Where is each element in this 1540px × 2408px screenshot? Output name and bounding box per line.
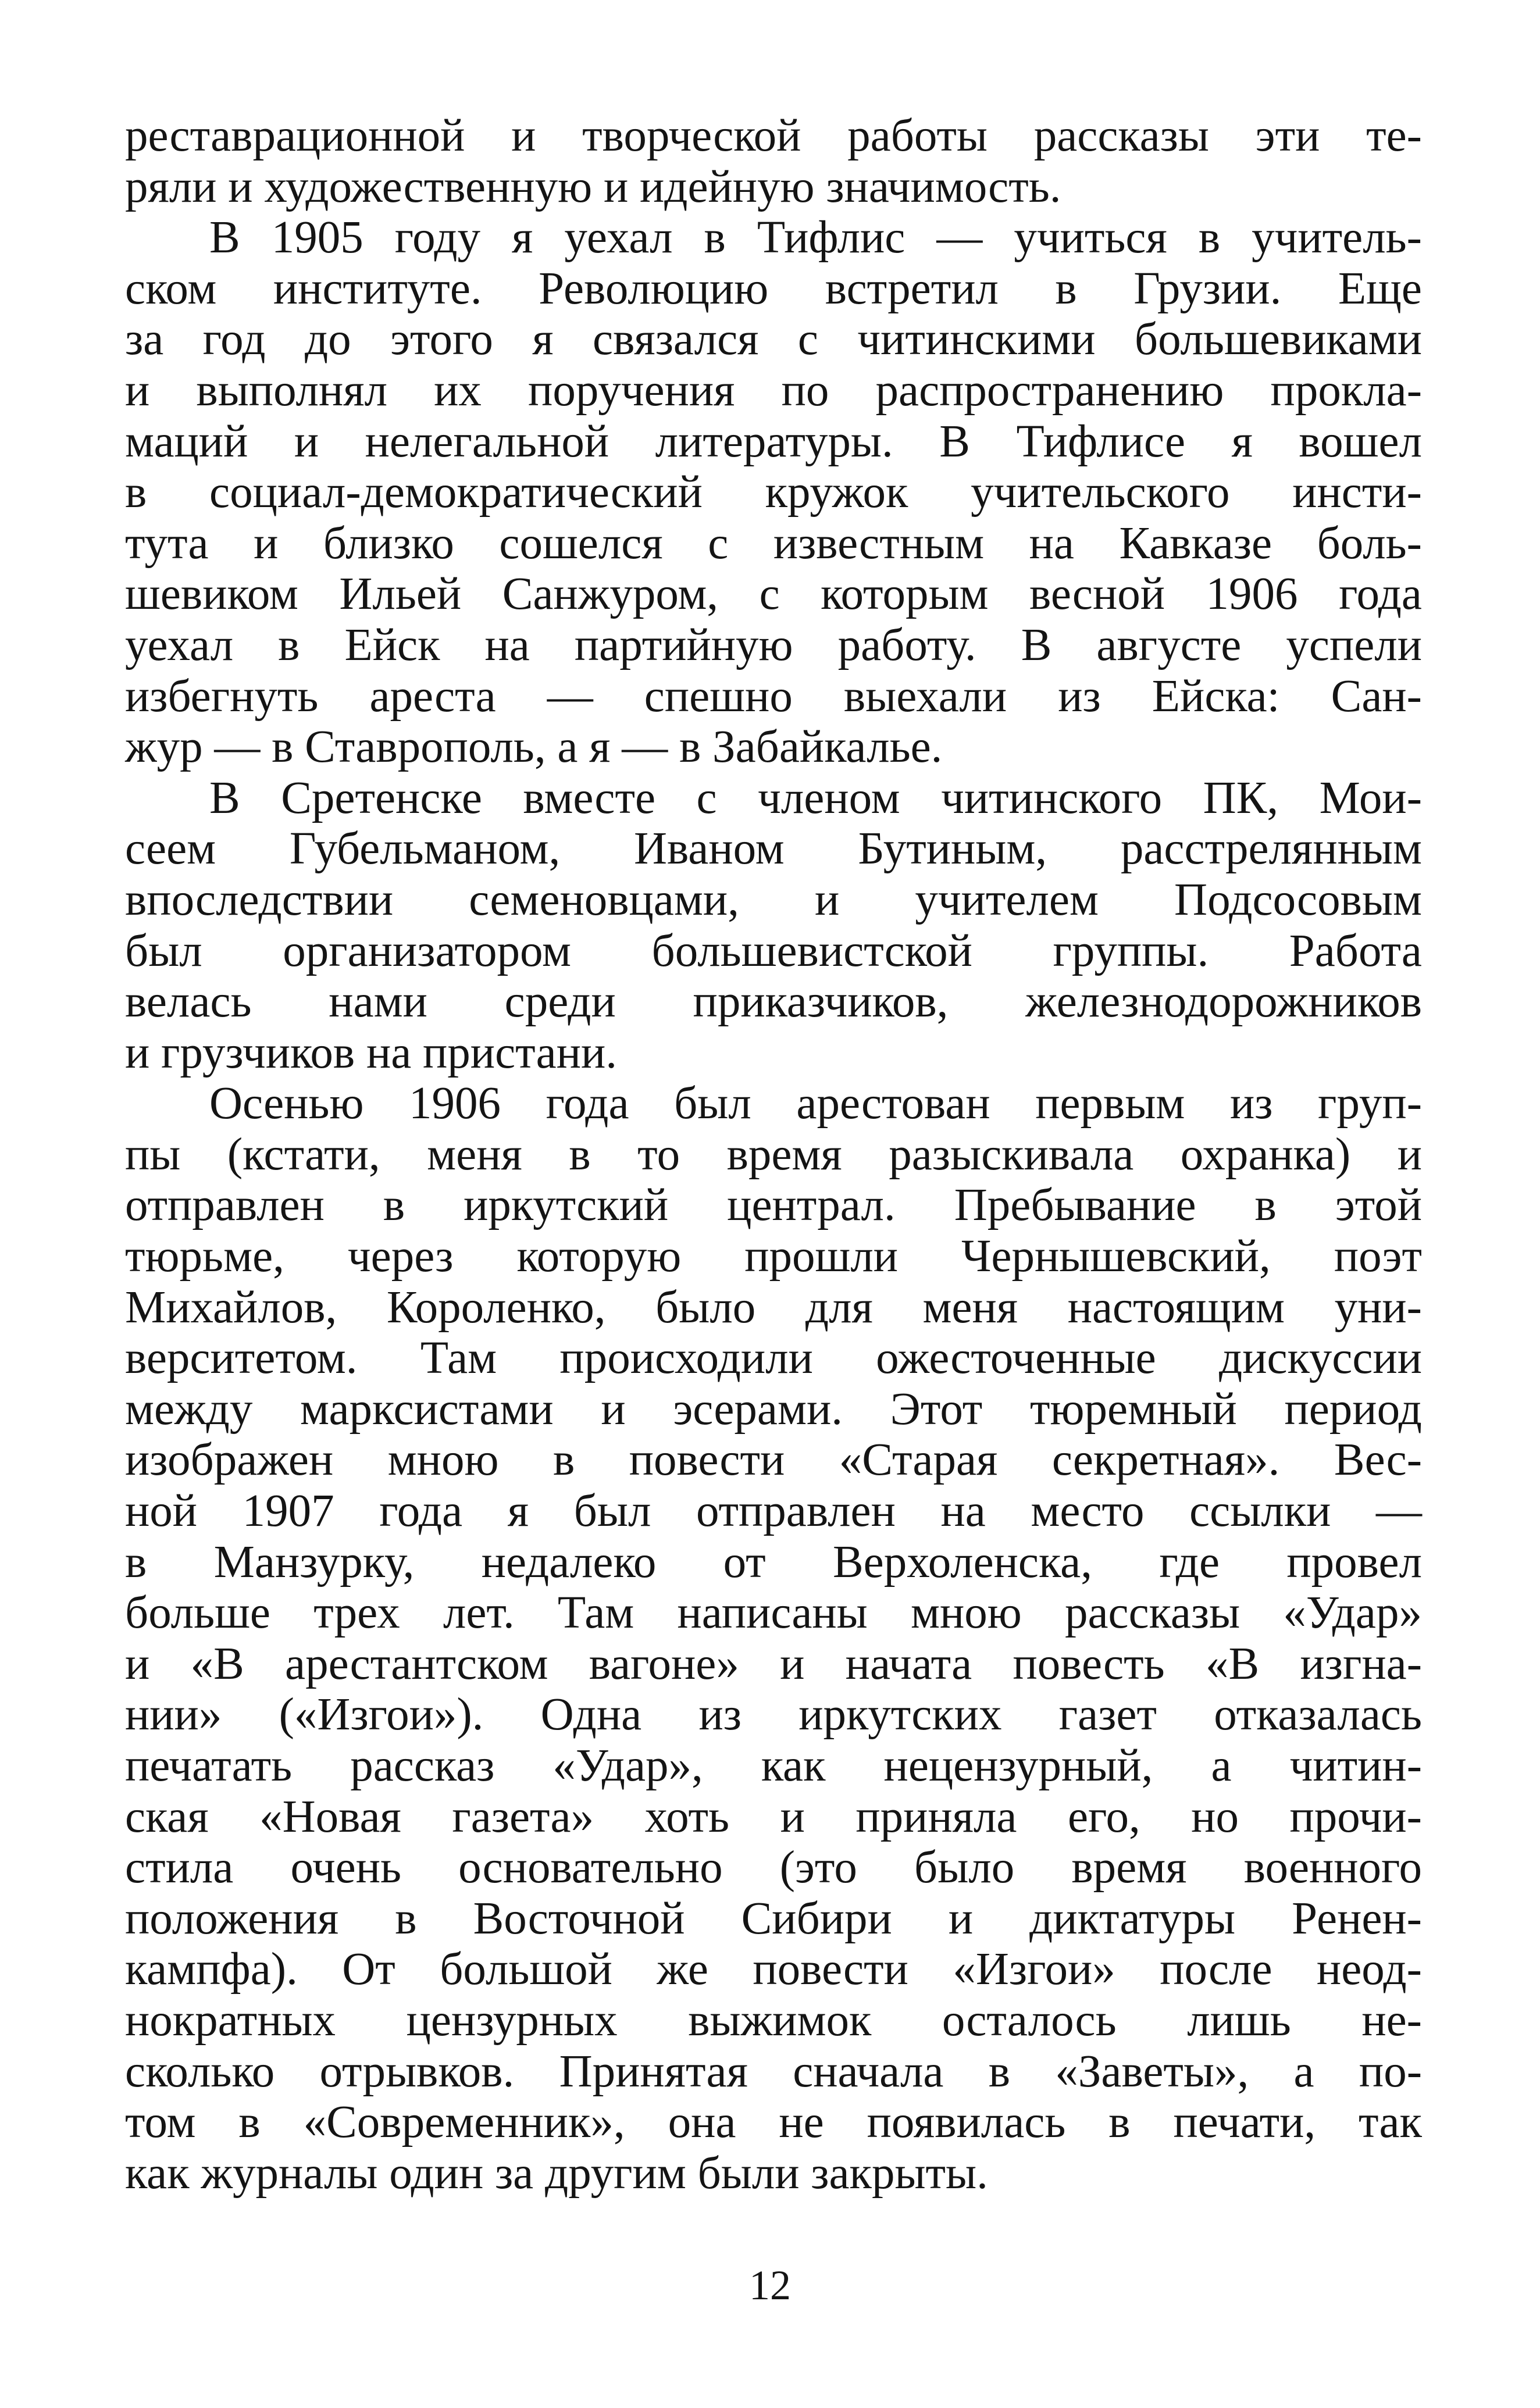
text-line: в социал-демократический кружок учительского инсти- [125, 467, 1422, 518]
text-line: и грузчиков на пристани. [125, 1027, 618, 1078]
text-line: между марксистами и эсерами. Этот тюремный период [125, 1383, 1422, 1435]
paragraph [125, 110, 1422, 212]
text-line: изображен мною в повести «Старая секретная». Вес- [125, 1435, 1422, 1486]
text-line: уехал в Ейск на партийную работу. В августе успели [125, 619, 1422, 670]
text-line: больше трех лет. Там написаны мною рассказы «Удар» [125, 1588, 1422, 1639]
text-line: реставрационной и творческой работы рассказы эти те- [125, 110, 1422, 161]
text-line: впоследствии семеновцами, и учителем Подсосовым [125, 874, 1422, 925]
paragraph [125, 212, 1422, 773]
text-line: и «В арестантском вагоне» и начата повесть «В изгна- [125, 1638, 1422, 1689]
text-line: положения в Восточной Сибири и диктатуры Ренен- [125, 1893, 1422, 1944]
text-line: жур — в Ставрополь, а я — в Забайкалье. [125, 722, 943, 773]
text-line: за год до этого я связался с читинскими большевиками [125, 314, 1422, 365]
text-line: В Сретенске вместе с членом читинского ПК, Мои- [209, 772, 1422, 823]
text-line: нии» («Изгои»). Одна из иркутских газет отказалась [125, 1689, 1422, 1740]
text-line: шевиком Ильей Санжуром, с которым весной 1906 года [125, 569, 1422, 620]
paragraph [125, 1078, 1422, 2199]
text-line: маций и нелегальной литературы. В Тифлисе я вошел [125, 416, 1422, 467]
text-line: нократных цензурных выжимок осталось лишь не- [125, 1995, 1422, 2046]
text-line: в Манзурку, недалеко от Верхоленска, где провел [125, 1536, 1422, 1588]
text-line: и выполнял их поручения по распространению прокла- [125, 365, 1422, 416]
text-line: пы (кстати, меня в то время разыскивала охранка) и [125, 1129, 1422, 1180]
text-line: был организатором большевистской группы. Работа [125, 925, 1422, 976]
text-line: сколько отрывков. Принятая сначала в «Заветы», а по- [125, 2046, 1422, 2097]
text-line: избегнуть ареста — спешно выехали из Ейска: Сан- [125, 670, 1422, 722]
text-line: стила очень основательно (это было время военного [125, 1842, 1422, 1893]
text-line: как журналы один за другим были закрыты. [125, 2147, 988, 2199]
page-body [125, 110, 1422, 2199]
text-line: Осенью 1906 года был арестован первым из груп- [209, 1078, 1422, 1129]
text-line: тута и близко сошелся с известным на Кавказе боль- [125, 518, 1422, 569]
text-line: тюрьме, через которую прошли Чернышевский, поэт [125, 1231, 1422, 1282]
text-line: сеем Губельманом, Иваном Бутиным, расстрелянным [125, 823, 1422, 875]
text-line: том в «Современник», она не появилась в печати, так [125, 2097, 1422, 2148]
text-line: верситетом. Там происходили ожесточенные дискуссии [125, 1333, 1422, 1384]
text-line: отправлен в иркутский централ. Пребывание в этой [125, 1180, 1422, 1231]
text-line: ском институте. Революцию встретил в Грузии. Еще [125, 263, 1422, 314]
text-line: В 1905 году я уехал в Тифлис — учиться в учитель- [209, 212, 1422, 263]
text-line: Михайлов, Короленко, было для меня настоящим уни- [125, 1282, 1422, 1333]
text-line: кампфа). От большой же повести «Изгои» после неод- [125, 1944, 1422, 1995]
paragraph [125, 773, 1422, 1079]
text-line: ряли и художественную и идейную значимость. [125, 161, 1061, 212]
text-line: ская «Новая газета» хоть и приняла его, но прочи- [125, 1791, 1422, 1842]
text-line: ной 1907 года я был отправлен на место ссылки — [125, 1486, 1422, 1537]
page-number: 12 [749, 2262, 791, 2309]
text-line: велась нами среди приказчиков, железнодорожников [125, 976, 1422, 1028]
text-line: печатать рассказ «Удар», как нецензурный, а читин- [125, 1740, 1422, 1791]
